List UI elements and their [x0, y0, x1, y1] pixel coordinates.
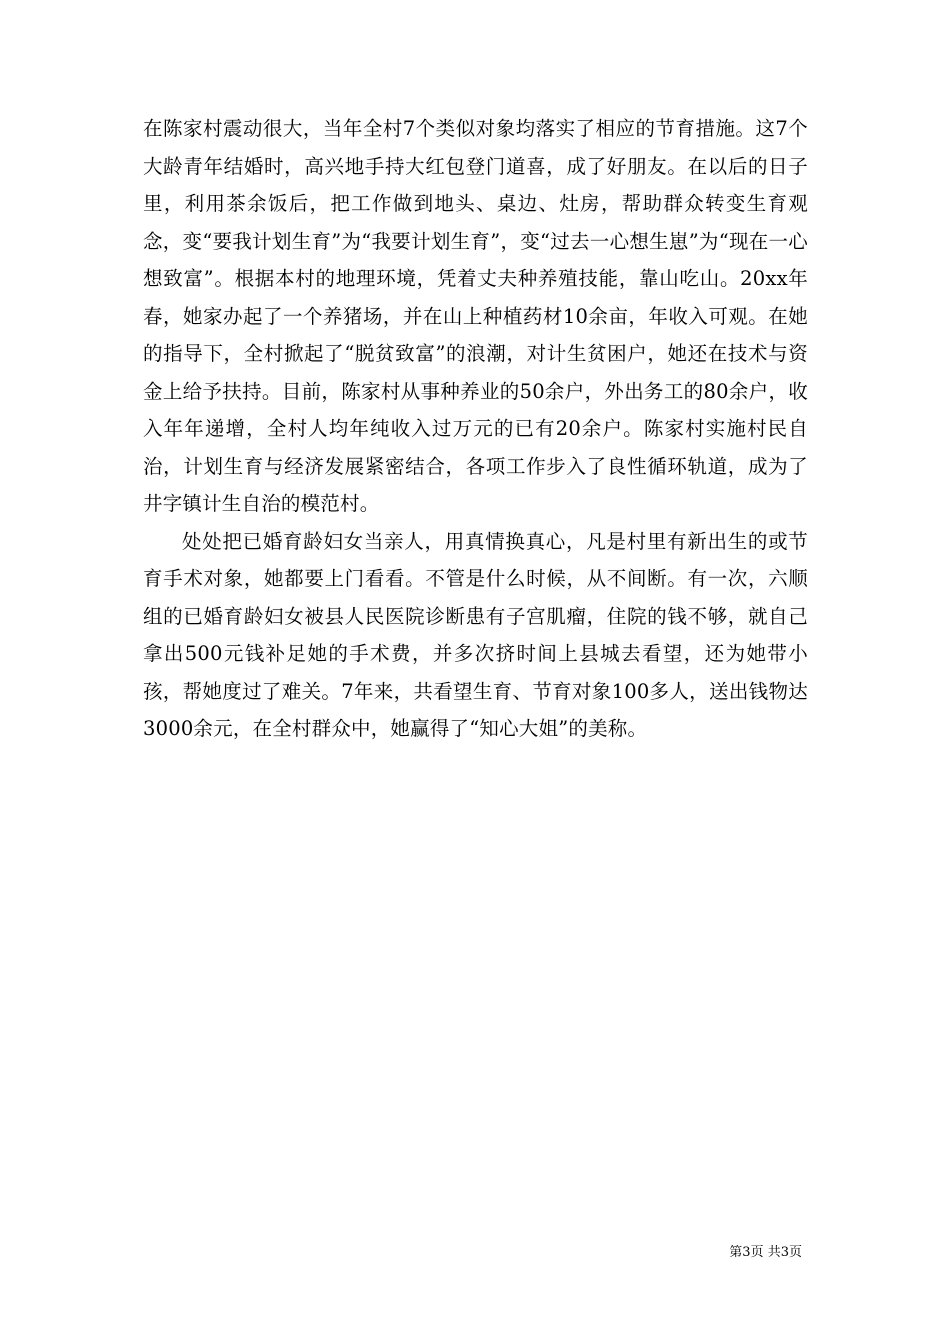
- paragraph-1: 在陈家村震动很大，当年全村7个类似对象均落实了相应的节育措施。这7个大龄青年结婚时，高兴地手持大红包登门道喜，成了好朋友。在以后的日子里，利用茶余饭后，把工作做到地头、桌边、灶房，帮助群众转变生育观念，变“要我计划生育”为“我要计划生育”，变“过去一心想生崽”为“现在一心想致富”。根据本村的地理环境，凭着丈夫种养殖技能，靠山吃山。20xx年春，她家办起了一个养猪场，并在山上种植药材10余亩，年收入可观。在她的指导下，全村掀起了“脱贫致富”的浪潮，对计生贫困户，她还在技术与资金上给予扶持。目前，陈家村从事种养业的50余户，外出务工的80余户，收入年年递增，全村人均年纯收入过万元的已有20余户。陈家村实施村民自治，计划生育与经济发展紧密结合，各项工作步入了良性循环轨道，成为了井字镇计生自治的模范村。: [143, 117, 808, 515]
- footer-total-pages: 3: [780, 1245, 789, 1260]
- paragraph-2: 处处把已婚育龄妇女当亲人，用真情换真心，凡是村里有新出生的或节育手术对象，她都要上门看看。不管是什么时候，从不间断。有一次，六顺组的已婚育龄妇女被县人民医院诊断患有子宫肌瘤，住院的钱不够，就自己拿出500元钱补足她的手术费，并多次挤时间上县城去看望，还为她带小孩，帮她度过了难关。7年来，共看望生育、节育对象100多人，送出钱物达3000余元，在全村群众中，她赢得了“知心大姐”的美称。: [143, 529, 808, 740]
- page-footer: [729, 1245, 802, 1261]
- footer-current-page: 3: [742, 1245, 751, 1260]
- footer-middle: 页 共: [750, 1245, 781, 1260]
- footer-prefix: 第: [729, 1245, 743, 1260]
- footer-suffix: 页: [788, 1245, 802, 1260]
- body-text: [143, 110, 808, 748]
